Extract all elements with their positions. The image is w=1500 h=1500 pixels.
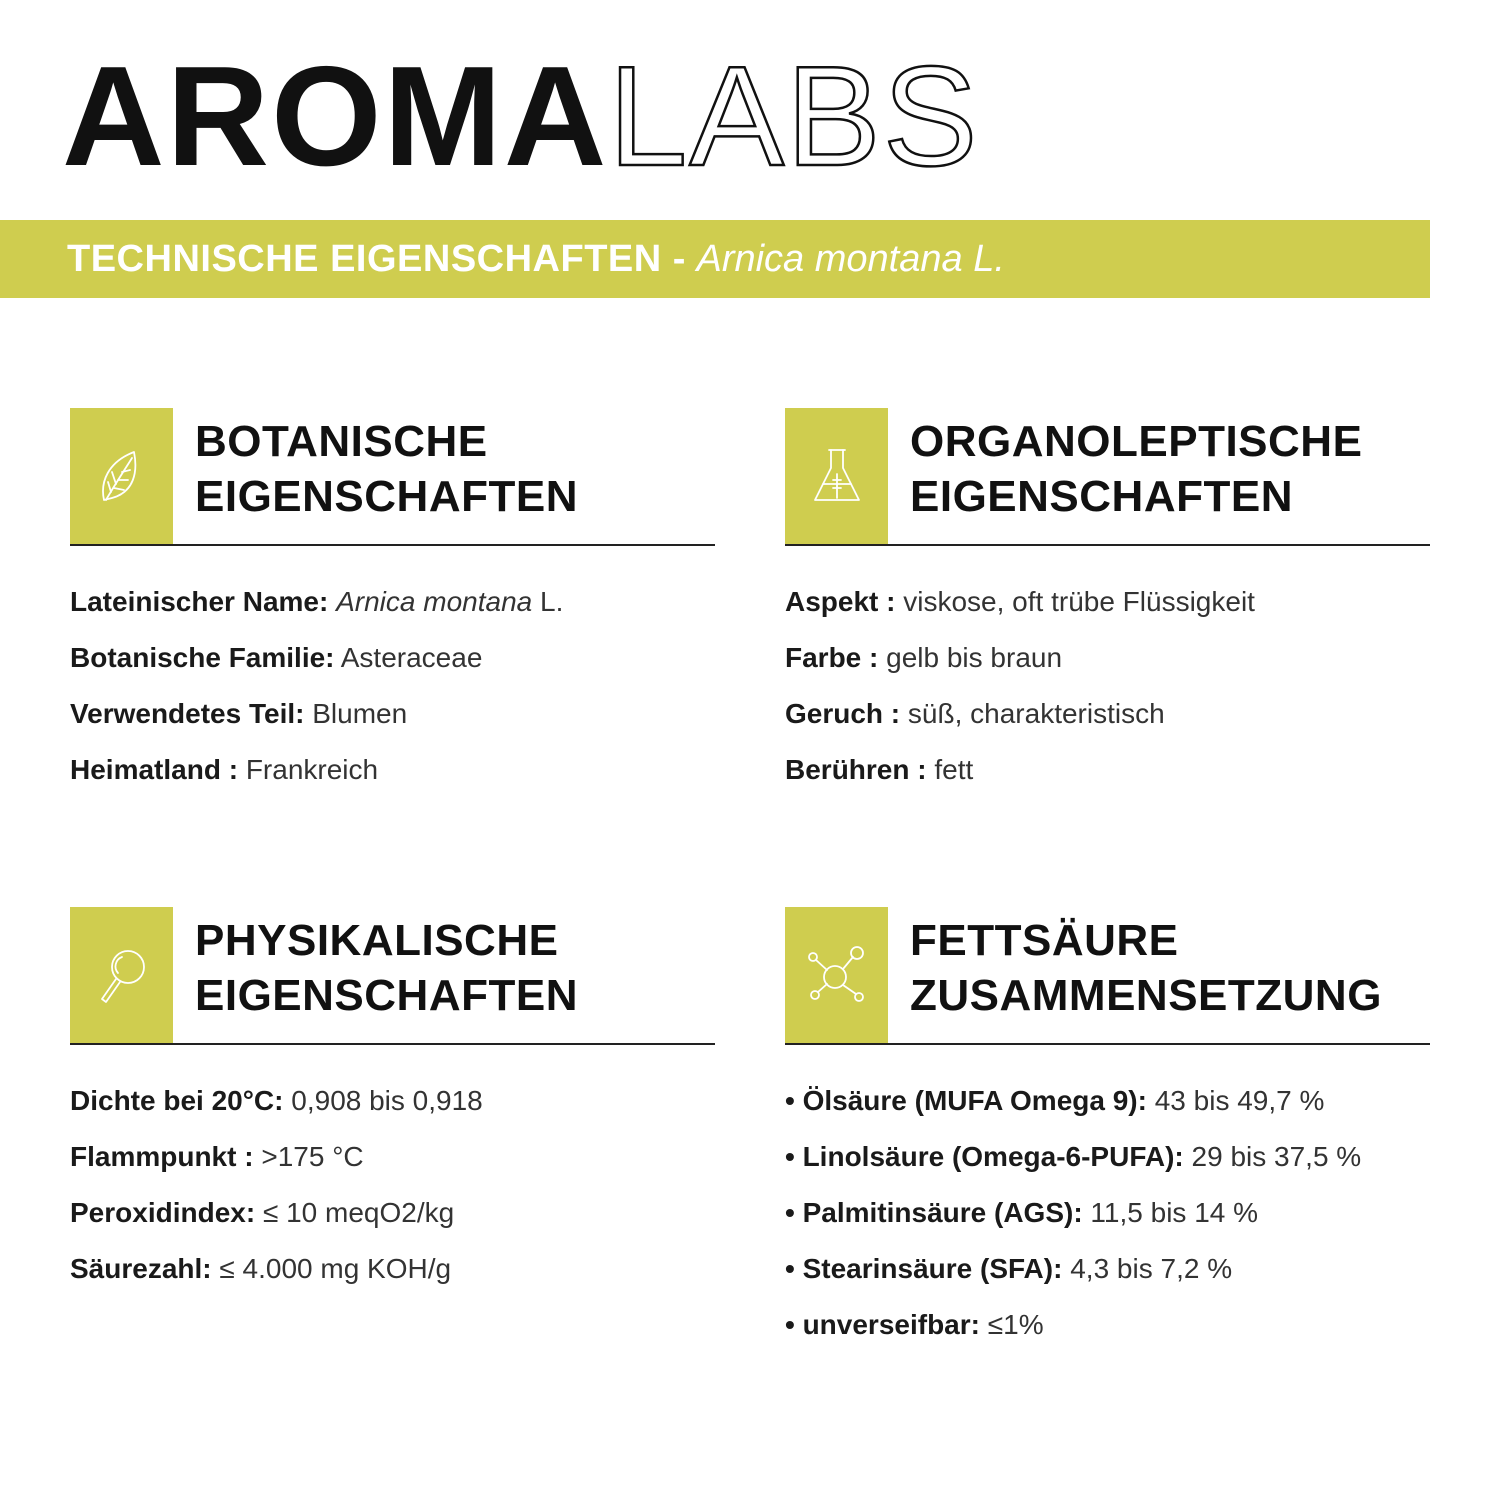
property-label: • Palmitinsäure (AGS): <box>785 1197 1083 1228</box>
section-title-line1: FETTSÄURE <box>910 916 1179 965</box>
property-value: 4,3 bis 7,2 % <box>1070 1253 1233 1284</box>
property-label: Lateinischer Name: <box>70 586 329 617</box>
property-label: Aspekt : <box>785 586 896 617</box>
magnifier-icon <box>94 943 150 1007</box>
section-fatty-acids <box>785 907 1430 1353</box>
list-item <box>785 1073 1430 1129</box>
property-label: Säurezahl: <box>70 1253 212 1284</box>
section-header <box>70 907 715 1045</box>
banner-title <box>67 238 1005 281</box>
list-item <box>785 1185 1430 1241</box>
section-title-line1: PHYSIKALISCHE <box>195 916 559 965</box>
property-value: Frankreich <box>245 754 379 785</box>
icon-tile <box>70 408 173 544</box>
property-row <box>785 630 1430 686</box>
banner-species: Arnica montana <box>696 237 963 280</box>
property-row <box>785 574 1430 630</box>
section-organoleptic <box>785 408 1430 798</box>
property-row <box>70 742 715 798</box>
banner-title-main: TECHNISCHE EIGENSCHAFTEN - <box>67 237 686 280</box>
property-value: ≤1% <box>987 1309 1044 1340</box>
property-row <box>70 686 715 742</box>
section-header <box>70 408 715 546</box>
property-value: >175 °C <box>261 1141 364 1172</box>
property-value: fett <box>934 754 974 785</box>
banner-species-suffix: L. <box>973 237 1005 280</box>
property-row <box>70 630 715 686</box>
title-banner <box>0 220 1430 298</box>
property-row <box>70 1073 715 1129</box>
property-value: gelb bis braun <box>886 642 1063 673</box>
property-row <box>70 1129 715 1185</box>
brand-logo <box>62 37 980 196</box>
section-title-line2: EIGENSCHAFTEN <box>195 971 578 1020</box>
property-row <box>785 686 1430 742</box>
flask-icon <box>809 444 865 508</box>
section-header <box>785 907 1430 1045</box>
section-title-line1: ORGANOLEPTISCHE <box>910 417 1363 466</box>
leaf-icon <box>94 444 150 508</box>
property-list <box>70 1073 715 1297</box>
brand-logo-bold: AROMA <box>62 37 609 196</box>
property-value: Blumen <box>312 698 408 729</box>
list-item <box>785 1129 1430 1185</box>
property-list <box>785 1073 1430 1353</box>
icon-tile <box>785 408 888 544</box>
property-list <box>785 574 1430 798</box>
property-value: ≤ 10 meqO2/kg <box>262 1197 455 1228</box>
property-value: 29 bis 37,5 % <box>1191 1141 1362 1172</box>
section-botanical <box>70 408 715 798</box>
property-value: ≤ 4.000 mg KOH/g <box>219 1253 452 1284</box>
property-value: süß, charakteristisch <box>907 698 1165 729</box>
property-label: Berühren : <box>785 754 927 785</box>
section-physical <box>70 907 715 1297</box>
brand-logo-light: LABS <box>608 37 980 196</box>
list-item <box>785 1297 1430 1353</box>
property-value-suffix: L. <box>540 586 564 617</box>
property-row <box>70 1241 715 1297</box>
section-title <box>910 414 1362 524</box>
property-row <box>785 742 1430 798</box>
property-label: • Linolsäure (Omega-6-PUFA): <box>785 1141 1184 1172</box>
property-label: • Ölsäure (MUFA Omega 9): <box>785 1085 1147 1116</box>
icon-tile <box>70 907 173 1043</box>
property-label: Botanische Familie: <box>70 642 335 673</box>
icon-tile <box>785 907 888 1043</box>
list-item <box>785 1241 1430 1297</box>
property-label: Heimatland : <box>70 754 239 785</box>
property-label: Dichte bei 20°C: <box>70 1085 284 1116</box>
property-value: viskose, oft trübe Flüssigkeit <box>903 586 1255 617</box>
section-header <box>785 408 1430 546</box>
property-list <box>70 574 715 798</box>
section-title-line2: EIGENSCHAFTEN <box>910 472 1293 521</box>
property-label: Geruch : <box>785 698 901 729</box>
section-title <box>195 913 578 1023</box>
property-label: Verwendetes Teil: <box>70 698 305 729</box>
molecule-icon <box>805 943 869 1007</box>
property-row <box>70 1185 715 1241</box>
property-label: Peroxidindex: <box>70 1197 256 1228</box>
section-title <box>195 414 578 524</box>
section-title <box>910 913 1382 1023</box>
property-value: Asteraceae <box>340 642 483 673</box>
property-label: • Stearinsäure (SFA): <box>785 1253 1063 1284</box>
property-value: 0,908 bis 0,918 <box>291 1085 483 1116</box>
property-value: 11,5 bis 14 % <box>1090 1197 1259 1228</box>
property-row <box>70 574 715 630</box>
property-value: 43 bis 49,7 % <box>1154 1085 1325 1116</box>
property-label: Farbe : <box>785 642 879 673</box>
section-title-line1: BOTANISCHE <box>195 417 488 466</box>
property-label: • unverseifbar: <box>785 1309 980 1340</box>
property-label: Flammpunkt : <box>70 1141 254 1172</box>
section-title-line2: ZUSAMMENSETZUNG <box>910 971 1382 1020</box>
property-value: Arnica montana <box>336 586 533 617</box>
section-title-line2: EIGENSCHAFTEN <box>195 472 578 521</box>
